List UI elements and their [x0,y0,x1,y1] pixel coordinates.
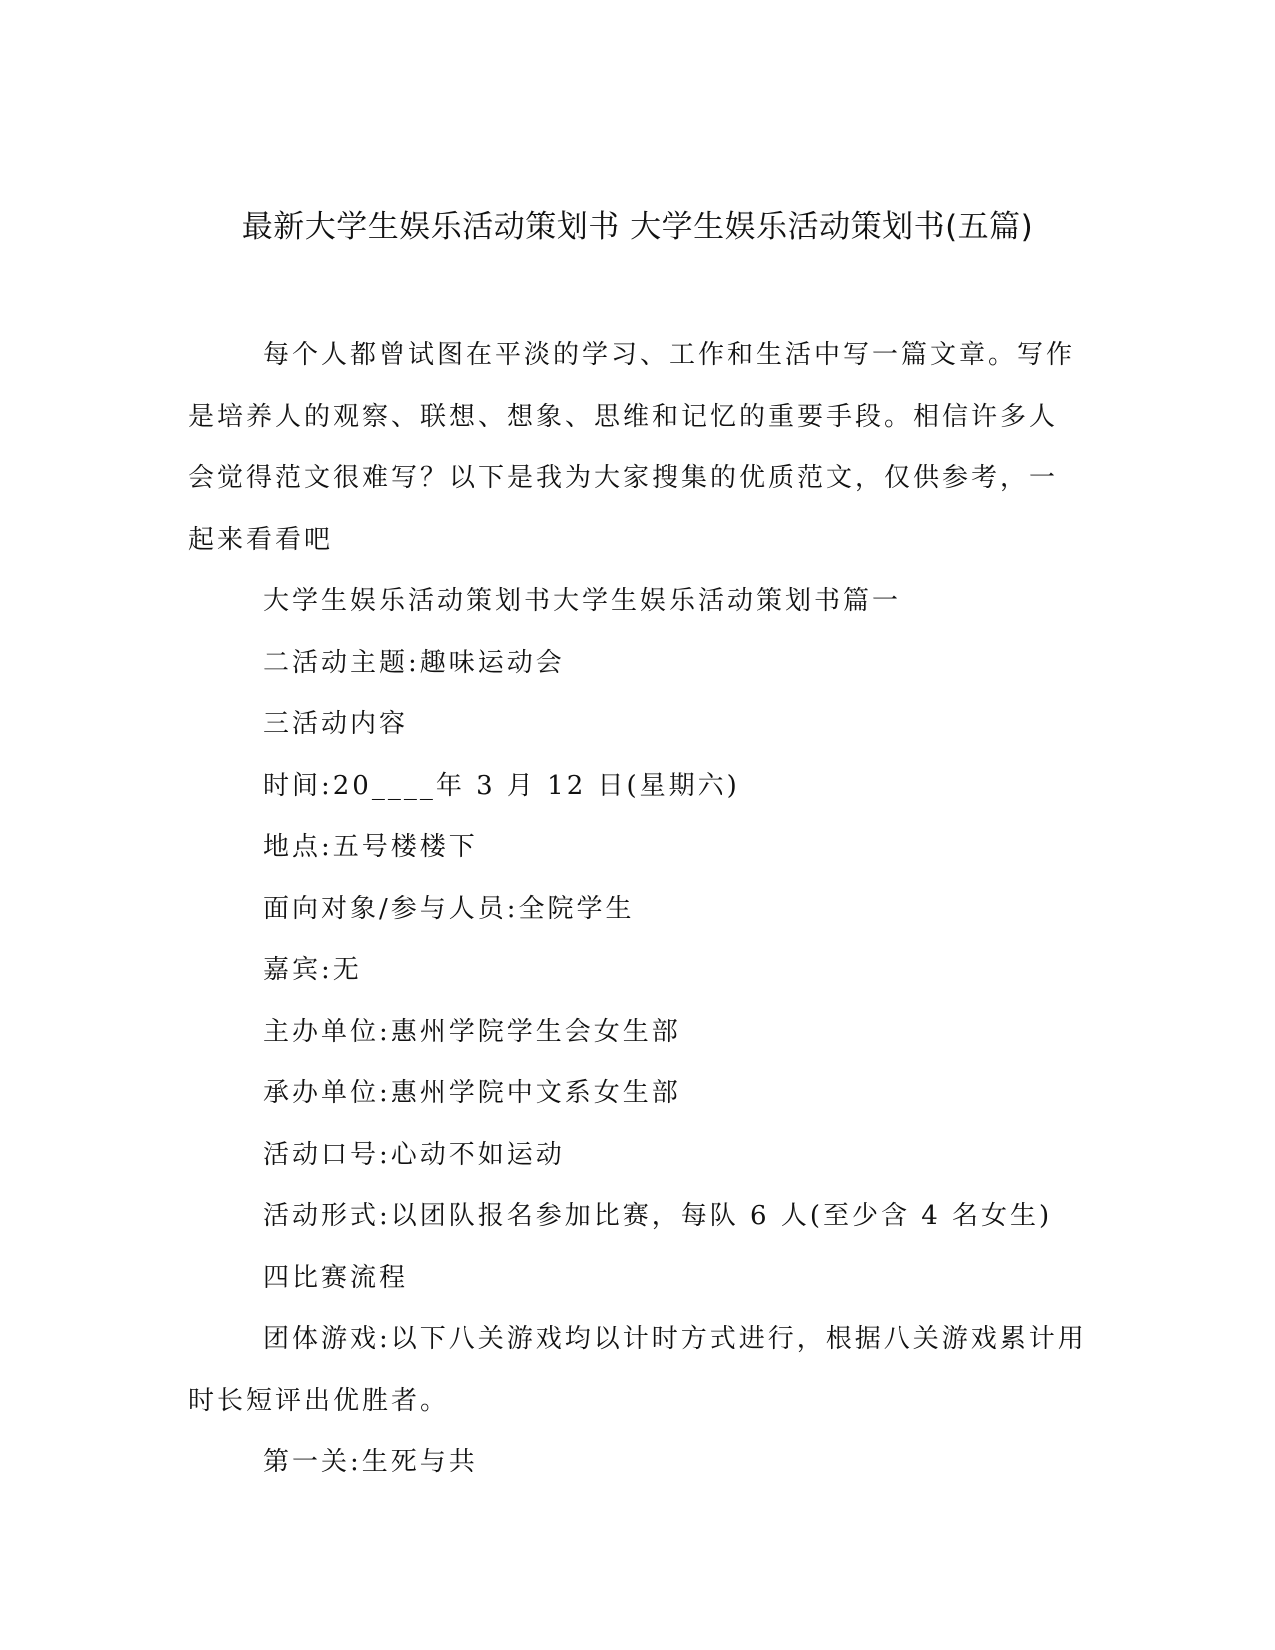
document-body [188,325,1088,1494]
activity-guests: 嘉宾:无 [263,955,362,985]
activity-co-organizer: 承办单位:惠州学院中文系女生部 [263,1078,681,1108]
intro-line: 是培养人的观察、联想、想象、思维和记忆的重要手段。相信许多人 [188,401,1059,432]
intro-line: 会觉得范文很难写？以下是我为大家搜集的优质范文，仅供参考，一 [188,463,1059,493]
document-title: 最新大学生娱乐活动策划书 大学生娱乐活动策划书(五篇) [241,209,1034,245]
activity-format: 活动形式:以团队报名参加比赛，每队 6 人(至少含 4 名女生) [263,1201,1053,1231]
activity-slogan: 活动口号:心动不如运动 [263,1139,565,1170]
content-heading: 三活动内容 [263,709,409,739]
team-games-line: 时长短评出优胜者。 [188,1385,450,1416]
section-heading: 大学生娱乐活动策划书大学生娱乐活动策划书篇一 [263,586,902,616]
team-games-line: 团体游戏:以下八关游戏均以计时方式进行，根据八关游戏累计用 [263,1324,1087,1354]
process-heading: 四比赛流程 [263,1262,409,1293]
activity-organizer: 主办单位:惠州学院学生会女生部 [263,1016,681,1047]
activity-audience: 面向对象/参与人员:全院学生 [263,893,635,924]
intro-line: 起来看看吧 [188,524,334,555]
level-one: 第一关:生死与共 [263,1447,478,1477]
activity-location: 地点:五号楼楼下 [263,832,478,862]
intro-line: 每个人都曾试图在平淡的学习、工作和生活中写一篇文章。写作 [263,340,1076,370]
activity-theme: 二活动主题:趣味运动会 [263,647,565,678]
activity-time: 时间:20____年 3 月 12 日(星期六) [263,770,740,801]
